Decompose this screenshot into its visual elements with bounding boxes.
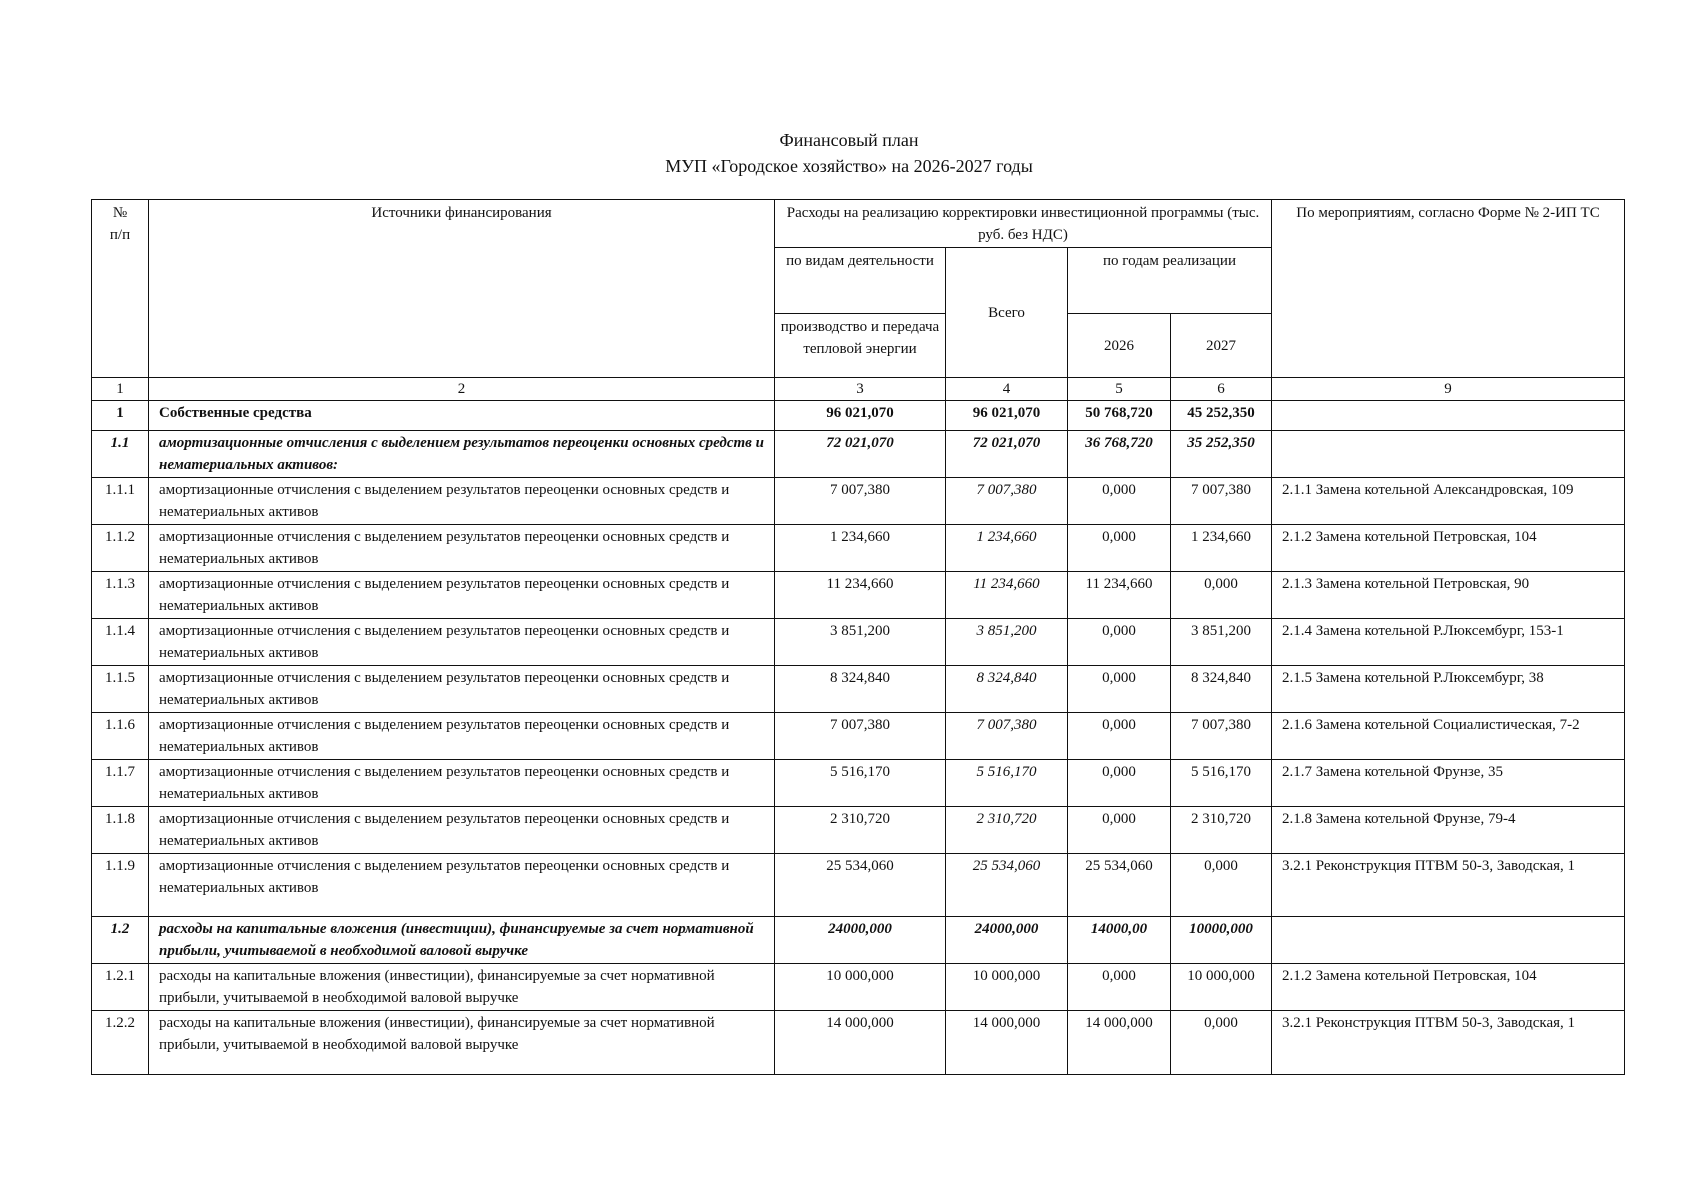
row-value-2027: 1 234,660 [1171,525,1272,572]
row-total-value: 96 021,070 [946,401,1068,431]
row-production-value: 11 234,660 [775,572,946,619]
row-number: 1.1.1 [92,478,149,525]
row-value-2026: 0,000 [1068,478,1171,525]
row-production-value: 3 851,200 [775,619,946,666]
title-line-2: МУП «Городское хозяйство» на 2026-2027 годы [665,156,1033,176]
row-production-value: 8 324,840 [775,666,946,713]
row-number: 1.1.4 [92,619,149,666]
document-title [0,127,1698,179]
header-total: Всего [946,248,1068,378]
row-value-2027: 5 516,170 [1171,760,1272,807]
row-value-2027: 7 007,380 [1171,713,1272,760]
row-value-2027: 2 310,720 [1171,807,1272,854]
row-value-2027: 45 252,350 [1171,401,1272,431]
table-row [92,431,1625,478]
row-source-name: амортизационные отчисления с выделением результатов переоценки основных средств и нематериальных активов [149,478,775,525]
row-value-2026: 14000,00 [1068,917,1171,964]
row-production-value: 10 000,000 [775,964,946,1011]
row-production-value: 24000,000 [775,917,946,964]
table-row [92,666,1625,713]
row-value-2027: 10 000,000 [1171,964,1272,1011]
header-year-2027: 2027 [1171,314,1272,378]
column-number-6: 6 [1171,378,1272,401]
row-production-value: 96 021,070 [775,401,946,431]
row-value-2027: 7 007,380 [1171,478,1272,525]
row-production-value: 1 234,660 [775,525,946,572]
row-total-value: 24000,000 [946,917,1068,964]
row-total-value: 14 000,000 [946,1011,1068,1075]
row-total-value: 7 007,380 [946,713,1068,760]
header-measures: По мероприятиям, согласно Форме № 2-ИП ТС [1272,200,1625,378]
header-production: производство и передача тепловой энергии [775,314,946,378]
table-row [92,964,1625,1011]
header-year-2026: 2026 [1068,314,1171,378]
row-source-name: амортизационные отчисления с выделением результатов переоценки основных средств и нематериальных активов [149,666,775,713]
column-number-2: 2 [149,378,775,401]
column-numbers-row [92,378,1625,401]
row-number: 1.1.3 [92,572,149,619]
row-value-2027: 0,000 [1171,572,1272,619]
table-row [92,917,1625,964]
table-row [92,478,1625,525]
column-number-9: 9 [1272,378,1625,401]
row-measure: 2.1.4 Замена котельной Р.Люксембург, 153-1 [1272,619,1625,666]
row-production-value: 25 534,060 [775,854,946,917]
row-number: 1.2.1 [92,964,149,1011]
row-value-2026: 0,000 [1068,619,1171,666]
row-source-name: расходы на капитальные вложения (инвестиции), финансируемые за счет нормативной прибыли, учитываемой в необходимой валовой выручке [149,964,775,1011]
table-row [92,760,1625,807]
row-value-2027: 0,000 [1171,1011,1272,1075]
row-source-name: амортизационные отчисления с выделением результатов переоценки основных средств и нематериальных активов: [149,431,775,478]
row-number: 1.1.8 [92,807,149,854]
row-value-2026: 11 234,660 [1068,572,1171,619]
row-total-value: 2 310,720 [946,807,1068,854]
row-source-name: амортизационные отчисления с выделением результатов переоценки основных средств и нематериальных активов [149,760,775,807]
title-line-1: Финансовый план [779,130,919,150]
row-value-2026: 0,000 [1068,964,1171,1011]
row-total-value: 3 851,200 [946,619,1068,666]
row-production-value: 72 021,070 [775,431,946,478]
row-value-2026: 0,000 [1068,666,1171,713]
table-row [92,525,1625,572]
row-value-2026: 0,000 [1068,525,1171,572]
row-measure: 3.2.1 Реконструкция ПТВМ 50-3, Заводская, 1 [1272,1011,1625,1075]
column-number-5: 5 [1068,378,1171,401]
row-value-2027: 35 252,350 [1171,431,1272,478]
row-value-2027: 3 851,200 [1171,619,1272,666]
row-total-value: 5 516,170 [946,760,1068,807]
column-number-4: 4 [946,378,1068,401]
row-total-value: 1 234,660 [946,525,1068,572]
row-measure [1272,917,1625,964]
row-source-name: расходы на капитальные вложения (инвестиции), финансируемые за счет нормативной прибыли, учитываемой в необходимой валовой выручке [149,1011,775,1075]
row-source-name: амортизационные отчисления с выделением результатов переоценки основных средств и нематериальных активов [149,854,775,917]
row-value-2027: 8 324,840 [1171,666,1272,713]
row-measure: 2.1.7 Замена котельной Фрунзе, 35 [1272,760,1625,807]
row-number: 1.2 [92,917,149,964]
header-expenses: Расходы на реализацию корректировки инвестиционной программы (тыс. руб. без НДС) [775,200,1272,248]
row-number: 1 [92,401,149,431]
row-measure: 2.1.8 Замена котельной Фрунзе, 79-4 [1272,807,1625,854]
table-row [92,854,1625,917]
row-source-name: амортизационные отчисления с выделением результатов переоценки основных средств и нематериальных активов [149,572,775,619]
row-production-value: 5 516,170 [775,760,946,807]
row-production-value: 14 000,000 [775,1011,946,1075]
row-measure [1272,431,1625,478]
row-number: 1.1.2 [92,525,149,572]
row-total-value: 72 021,070 [946,431,1068,478]
row-value-2026: 25 534,060 [1068,854,1171,917]
row-measure: 2.1.5 Замена котельной Р.Люксембург, 38 [1272,666,1625,713]
row-measure: 2.1.2 Замена котельной Петровская, 104 [1272,964,1625,1011]
row-value-2027: 0,000 [1171,854,1272,917]
row-total-value: 7 007,380 [946,478,1068,525]
row-total-value: 11 234,660 [946,572,1068,619]
row-value-2027: 10000,000 [1171,917,1272,964]
row-measure: 2.1.3 Замена котельной Петровская, 90 [1272,572,1625,619]
row-total-value: 8 324,840 [946,666,1068,713]
table-body [92,200,1625,1075]
row-value-2026: 14 000,000 [1068,1011,1171,1075]
row-number: 1.1.5 [92,666,149,713]
row-source-name: амортизационные отчисления с выделением результатов переоценки основных средств и нематериальных активов [149,525,775,572]
column-number-3: 3 [775,378,946,401]
row-number: 1.1.6 [92,713,149,760]
header-num: № п/п [92,200,149,378]
row-value-2026: 0,000 [1068,760,1171,807]
header-by-years: по годам реализации [1068,248,1272,314]
row-production-value: 7 007,380 [775,713,946,760]
row-value-2026: 0,000 [1068,807,1171,854]
table-row [92,713,1625,760]
row-value-2026: 0,000 [1068,713,1171,760]
row-measure: 3.2.1 Реконструкция ПТВМ 50-3, Заводская, 1 [1272,854,1625,917]
row-source-name: амортизационные отчисления с выделением результатов переоценки основных средств и нематериальных активов [149,713,775,760]
row-number: 1.2.2 [92,1011,149,1075]
table-row [92,807,1625,854]
column-number-1: 1 [92,378,149,401]
row-production-value: 7 007,380 [775,478,946,525]
row-total-value: 10 000,000 [946,964,1068,1011]
row-number: 1.1.7 [92,760,149,807]
row-total-value: 25 534,060 [946,854,1068,917]
row-number: 1.1.9 [92,854,149,917]
row-measure: 2.1.6 Замена котельной Социалистическая, 7-2 [1272,713,1625,760]
header-by-activity: по видам деятельности [775,248,946,314]
row-measure: 2.1.1 Замена котельной Александровская, 109 [1272,478,1625,525]
row-measure: 2.1.2 Замена котельной Петровская, 104 [1272,525,1625,572]
financial-plan-table [91,199,1625,1075]
row-source-name: амортизационные отчисления с выделением результатов переоценки основных средств и нематериальных активов [149,807,775,854]
row-number: 1.1 [92,431,149,478]
row-source-name: Собственные средства [149,401,775,431]
header-sources: Источники финансирования [149,200,775,378]
row-production-value: 2 310,720 [775,807,946,854]
table-row [92,1011,1625,1075]
table-row [92,619,1625,666]
row-value-2026: 50 768,720 [1068,401,1171,431]
row-measure [1272,401,1625,431]
table-row [92,401,1625,431]
row-source-name: расходы на капитальные вложения (инвестиции), финансируемые за счет нормативной прибыли, учитываемой в необходимой валовой выручке [149,917,775,964]
row-value-2026: 36 768,720 [1068,431,1171,478]
table-row [92,572,1625,619]
row-source-name: амортизационные отчисления с выделением результатов переоценки основных средств и нематериальных активов [149,619,775,666]
